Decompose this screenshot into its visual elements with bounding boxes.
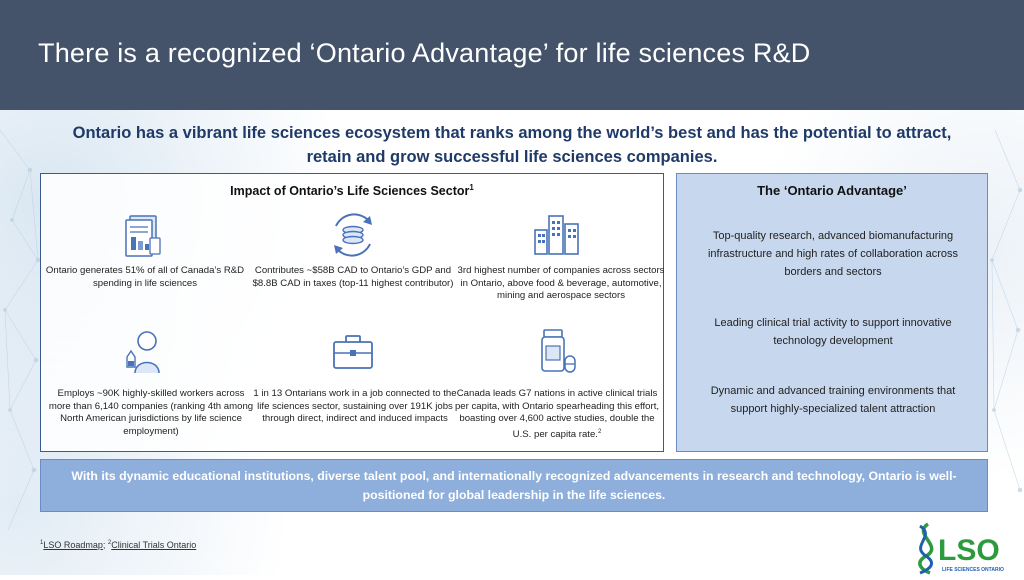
lso-roadmap-link[interactable]: LSO Roadmap: [43, 540, 103, 550]
advantage-item-3: Dynamic and advanced training environments that support highly-specialized talent attraction: [710, 385, 956, 415]
headline: [40, 121, 984, 169]
impact-item-1: Ontario generates 51% of all of Canada’s R&D spending in life sciences: [45, 265, 245, 289]
footnote-marker-2: 2: [107, 540, 112, 546]
footnote-marker-1: 1: [40, 540, 44, 546]
buildings-icon: [533, 212, 581, 256]
document-icon: [124, 212, 164, 260]
impact-item-2: Contributes ~$58B CAD to Ontario’s GDP and $8.8B CAD in taxes (top-11 highest contributor): [252, 265, 454, 289]
impact-item-6-text: Canada leads G7 nations in active clinical trials per capita, with Ontario spearheading this effort, boasting over 4,600 active studies, double the U.S. per capita rate.: [454, 388, 660, 440]
impact-title-text: Impact of Ontario’s Life Sciences Sector: [230, 184, 470, 199]
clinical-trials-ontario-link[interactable]: Clinical Trials Ontario: [111, 540, 197, 550]
advantage-title: The ‘Ontario Advantage’: [757, 183, 907, 198]
ontario-advantage-panel: [676, 173, 988, 452]
impact-item-5: 1 in 13 Ontarians work in a job connected to the life sciences sector, sustaining over 191K jobs through direct, indirect and induced impacts: [253, 388, 457, 424]
headline-line-2: retain and grow successful life sciences companies.: [306, 148, 718, 166]
lso-logo-text: LSO: [938, 534, 1000, 567]
lso-logo-mark: [908, 520, 1024, 575]
lso-logo-subtext: LIFE SCIENCES ONTARIO: [942, 567, 1004, 573]
title-bar: [0, 0, 1024, 110]
footnote-separator: ;: [102, 540, 108, 550]
impact-item-6-footnote-marker: 2: [597, 428, 602, 435]
advantage-item-2: Leading clinical trial activity to support innovative technology development: [714, 317, 952, 347]
advantage-item-1: Top-quality research, advanced biomanufacturing infrastructure and high rates of collaboration across borders and sectors: [707, 230, 959, 278]
coins-cycle-icon: [326, 208, 380, 262]
lso-logo: [908, 520, 1024, 575]
pill-bottle-icon: [538, 326, 578, 376]
slide-title: There is a recognized ‘Ontario Advantage’ for life sciences R&D: [38, 38, 811, 68]
impact-panel: [40, 173, 664, 452]
footnote: [40, 540, 196, 550]
impact-item-6: [453, 388, 661, 441]
briefcase-icon: [331, 332, 375, 372]
impact-title: [41, 183, 663, 198]
impact-item-3: 3rd highest number of companies across sectors in Ontario, above food & beverage, automotive, mining and aerospace sectors: [457, 265, 665, 301]
impact-title-footnote-marker: 1: [469, 183, 474, 192]
impact-item-4: Employs ~90K highly-skilled workers across more than 6,140 companies (ranking 4th among North American jurisdictions by life science employment): [48, 388, 254, 437]
scientist-icon: [121, 327, 167, 375]
conclusion-banner: With its dynamic educational institutions, diverse talent pool, and internationally recognized advancements in research and technology, Ontario is well-positioned for global leadership in the life sciences.: [40, 459, 988, 512]
headline-line-1: Ontario has a vibrant life sciences ecosystem that ranks among the world’s best and has the potential to attract,: [72, 124, 952, 142]
